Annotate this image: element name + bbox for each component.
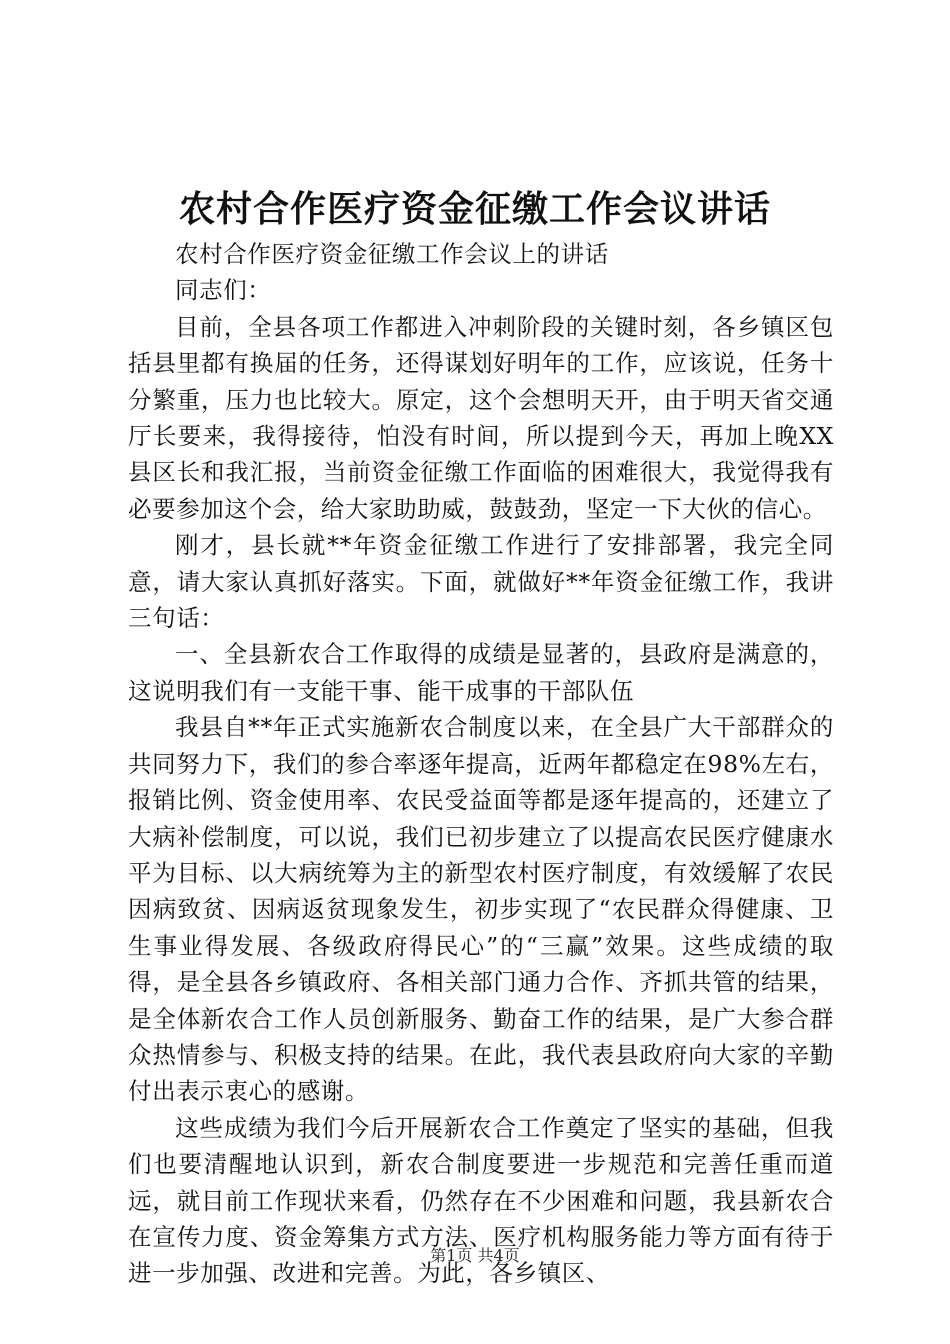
paragraph: 这些成绩为我们今后开展新农合工作奠定了坚实的基础，但我们也要清醒地认识到，新农合制度要进一步规范和完善任重而道远，就目前工作现状来看，仍然存在不少困难和问题，我县新农合在宣传力度、资金筹集方式方法、医疗机构服务能力等方面有待于进一步加强、改进和完善。为此，各乡镇区、 [128,1113,834,1288]
paragraph: 目前，全县各项工作都进入冲刺阶段的关键时刻，各乡镇区包括县里都有换届的任务，还得谋划好明年的工作，应该说，任务十分繁重，压力也比较大。原定，这个会想明天开，由于明天省交通厅长要来，我得接待，怕没有时间，所以提到今天，再加上晚XX县区长和我汇报，当前资金征缴工作面临的困难很大，我觉得我有必要参加这个会，给大家助助威，鼓鼓劲，坚定一下大伙的信心。 [128,312,834,523]
page-footer: 第1页 共4页 [430,1246,520,1265]
section-heading: 一、全县新农合工作取得的成绩是显著的，县政府是满意的，这说明我们有一支能干事、能干成事的干部队伍 [128,640,834,705]
paragraph: 刚才，县长就**年资金征缴工作进行了安排部署，我完全同意，请大家认真抓好落实。下面，就做好**年资金征缴工作，我讲三句话： [128,531,834,633]
document-title: 农村合作医疗资金征缴工作会议讲话 [178,188,771,230]
paragraph-subtitle: 农村合作医疗资金征缴工作会议上的讲话 [175,240,609,268]
paragraph-salutation: 同志们： [175,276,272,305]
document-body [128,236,834,1292]
paragraph: 我县自**年正式实施新农合制度以来，在全县广大干部群众的共同努力下，我们的参合率逐年提高，近两年都稳定在98%左右，报销比例、资金使用率、农民受益面等都是逐年提高的，还建立了大病补偿制度，可以说，我们已初步建立了以提高农民医疗健康水平为目标、以大病统筹为主的新型农村医疗制度，有效缓解了农民因病致贫、因病返贫现象发生，初步实现了“农民群众得健康、卫生事业得发展、各级政府得民心”的“三赢”效果。这些成绩的取得，是全县各乡镇政府、各相关部门通力合作、齐抓共管的结果，是全体新农合工作人员创新服务、勤奋工作的结果，是广大参合群众热情参与、积极支持的结果。在此，我代表县政府向大家的辛勤付出表示衷心的感谢。 [128,713,834,1106]
